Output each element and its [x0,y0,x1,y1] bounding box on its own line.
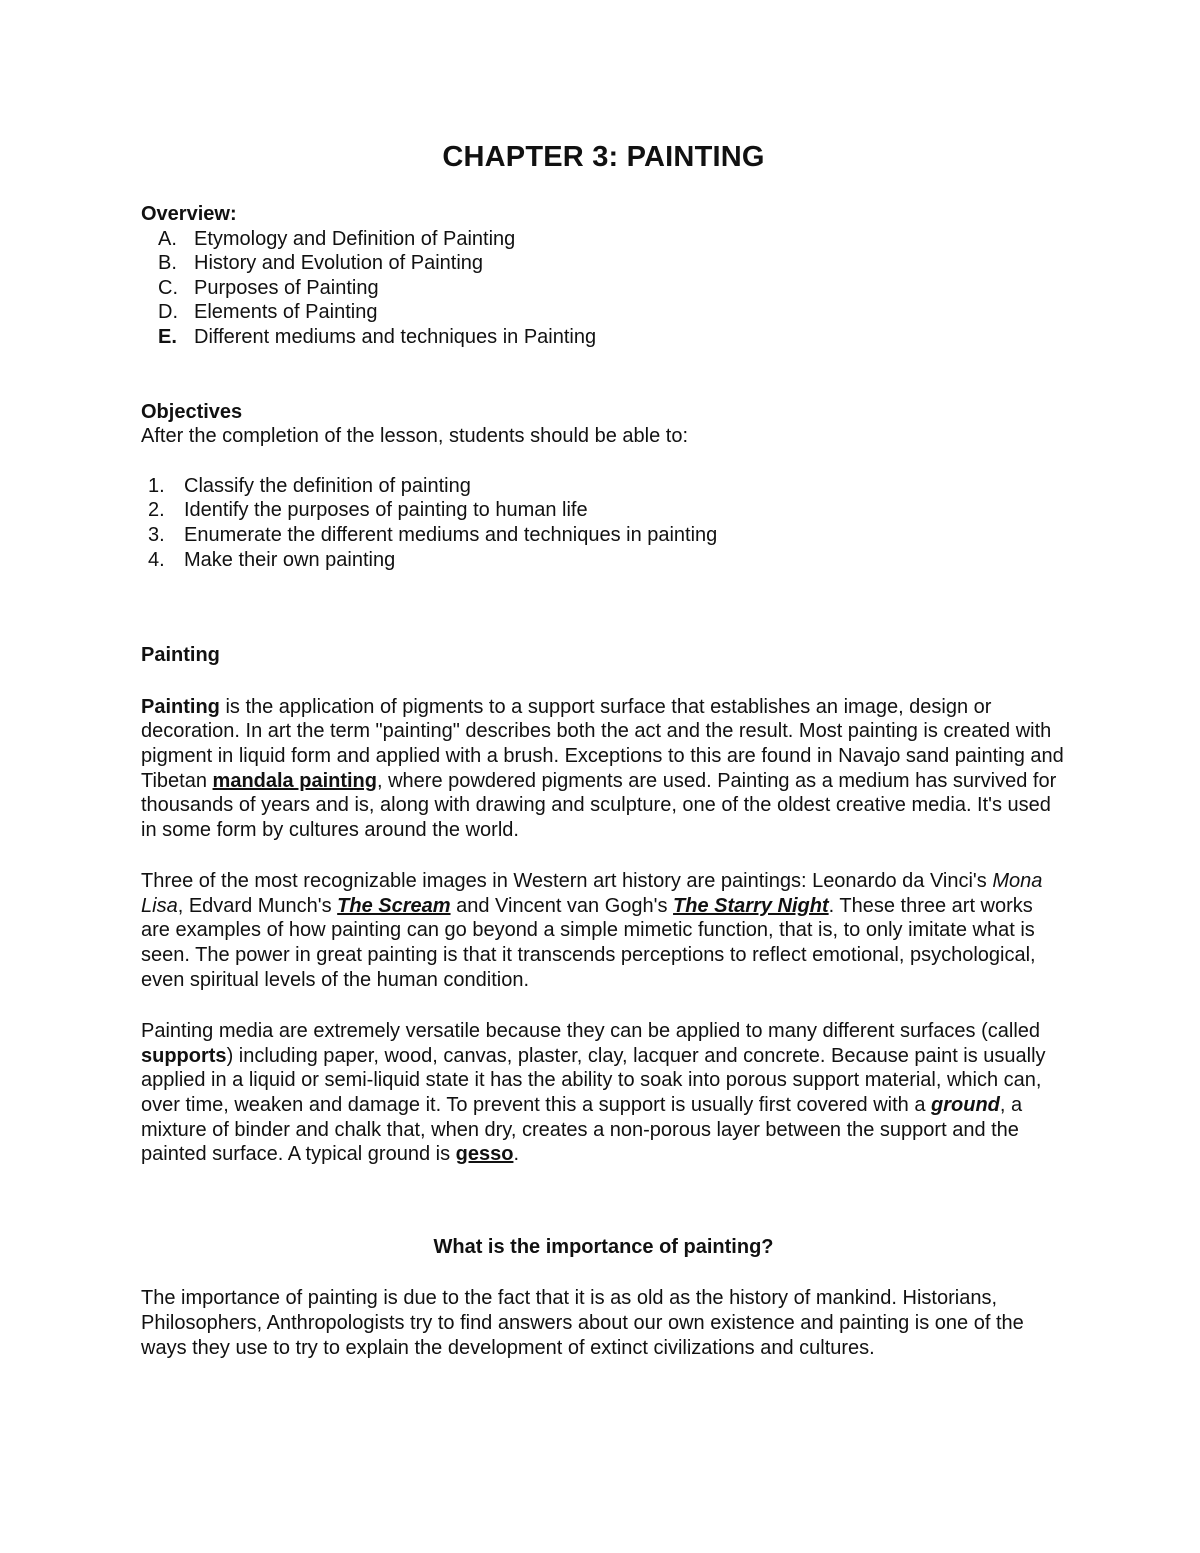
paragraph-text: is the application of pigments to a support surface that establishes an image, design or decoration. In art the term "painting" describes both the act and the result. Most painting is created with pigment in liquid form and applied with a brush. Exceptions to this are found in Navajo sand painting and Tibetan [141,695,1064,792]
list-item [141,251,1066,276]
painting-paragraph-1 [141,695,1066,843]
list-item [141,300,1066,325]
list-item-text: Identify the purposes of painting to human life [184,499,588,522]
objectives-heading: Objectives [141,400,243,423]
list-marker: E. [158,325,177,348]
objectives-intro: After the completion of the lesson, students should be able to: [141,425,689,448]
starry-night-link[interactable]: The Starry Night [673,894,829,917]
list-item [141,548,1066,573]
list-marker: D. [158,301,178,324]
paragraph-text: , Edvard Munch's [177,894,338,917]
paragraph-text: and Vincent van Gogh's [450,894,674,917]
list-marker: 2. [148,499,165,522]
paragraph-text: , a mixture of binder and chalk that, when dry, creates a non-porous layer between the support and the painted surface. A typical ground is [141,1094,1023,1166]
list-item [141,325,1066,350]
paragraph-text: ) including paper, wood, canvas, plaster, clay, lacquer and concrete. Because paint is usually applied in a liquid or semi-liquid state it has the ability to soak into porous support material, which can, over time, weaken and damage it. To prevent this a support is usually first covered with a [141,1044,1046,1117]
list-marker: A. [158,227,177,250]
list-item-text: Make their own painting [184,548,396,571]
mona-lisa-title: Mona Lisa [141,870,1043,917]
paragraph-text: . These three art works are examples of how painting can go beyond a simple mimetic function, that is, to only imitate what is seen. The power in great painting is that it transcends perceptions to reflect emotional, psychological, even spiritual levels of the human condition. [141,894,1036,991]
list-item-text: Enumerate the different mediums and techniques in painting [184,523,718,546]
paragraph-text: Painting media are extremely versatile because they can be applied to many different surfaces (called [141,1020,1041,1043]
importance-paragraph: The importance of painting is due to the fact that it is as old as the history of mankind. Historians, Philosophers, Anthropologists try to find answers about our own existence and painting is one of the ways they use to try to explain the development of extinct civilizations and cultures. [141,1287,1024,1359]
gesso-link[interactable]: gesso [455,1143,514,1166]
list-item [141,523,1066,548]
list-marker: 4. [148,548,165,571]
list-item-text: Purposes of Painting [194,276,379,299]
the-scream-link[interactable]: The Scream [337,894,451,917]
list-marker: 3. [148,523,165,546]
overview-heading: Overview: [141,203,237,225]
painting-paragraph-2 [141,869,1066,992]
list-marker: B. [158,252,177,275]
list-marker: 1. [148,474,165,497]
list-item-text: Etymology and Definition of Painting [194,227,516,250]
ground-term: ground [931,1094,1000,1117]
supports-term: supports [141,1044,227,1067]
document-content [141,140,1066,1360]
list-item-text: Different mediums and techniques in Painting [194,325,597,348]
list-item [141,227,1066,252]
list-item [141,276,1066,301]
mandala-painting-link[interactable]: mandala painting [212,769,377,792]
list-item [141,474,1066,499]
list-item [141,498,1066,523]
list-marker: C. [158,276,178,299]
objectives-list [141,474,1066,572]
painting-section [141,643,1066,1167]
paragraph-text: , where powdered pigments are used. Painting as a medium has survived for thousands of years and is, along with drawing and sculpture, one of the oldest creative media. It's used in some form by cultures around the world. [141,769,1057,841]
overview-section [141,202,1066,350]
overview-list [141,227,1066,350]
painting-heading: Painting [141,644,220,667]
importance-question: What is the importance of painting? [433,1235,774,1258]
list-item-text: Elements of Painting [194,301,378,324]
paragraph-text: Three of the most recognizable images in Western art history are paintings: Leonardo da Vinci's [141,870,993,893]
painting-paragraph-3 [141,1019,1066,1167]
page-title: CHAPTER 3: PAINTING [442,141,765,173]
paragraph-text: . [513,1143,520,1166]
objectives-section [141,400,1066,573]
list-item-text: Classify the definition of painting [184,474,471,497]
list-item-text: History and Evolution of Painting [194,252,484,275]
painting-term: Painting [141,695,220,718]
importance-section [141,1235,1066,1360]
